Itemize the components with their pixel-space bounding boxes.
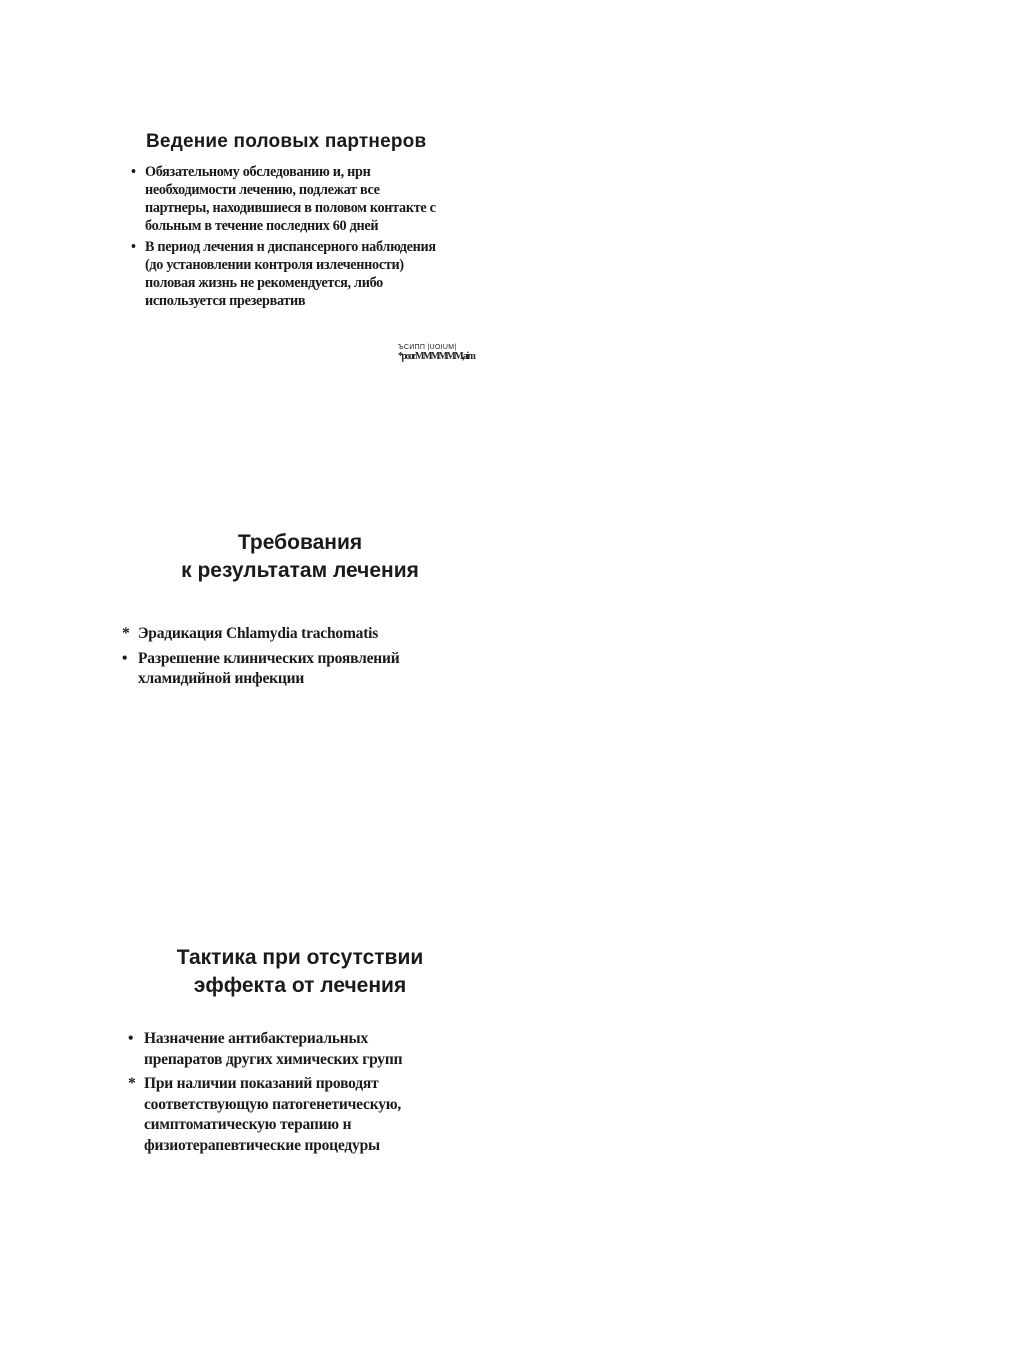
bullet-text-line: Эрадикация Chlamydia trachomatis — [138, 625, 379, 642]
bullet-list — [131, 163, 475, 313]
stamp-line: *poorMMMMMM,aim — [398, 351, 475, 362]
bullet-text-line: используется презерватив — [145, 293, 306, 309]
list-item — [122, 624, 458, 644]
bullet-text-line: партнеры, находившиеся в половом контакте с — [145, 200, 436, 216]
bullet-marker: * — [122, 625, 130, 642]
list-item — [122, 649, 458, 689]
bullet-text-line: половая жизнь не рекомендуется, либо — [145, 275, 383, 291]
bullet-marker: • — [128, 1030, 134, 1047]
list-item — [128, 1029, 464, 1070]
bullet-text-line: хламидийной инфекции — [138, 670, 305, 687]
title-line: к результатам лечения — [181, 559, 419, 582]
bullet-text-line: физиотерапевтические процедуры — [144, 1136, 380, 1154]
bullet-text-line: больным в течение последних 60 дней — [145, 218, 379, 234]
bullet-marker: • — [122, 650, 128, 667]
slide-title — [140, 529, 460, 585]
title-line: Требования — [237, 531, 363, 554]
title-line: эффекта от лечения — [193, 974, 407, 997]
garbled-stamp-text — [398, 343, 474, 361]
bullet-marker: • — [131, 164, 136, 180]
bullet-list — [128, 1029, 464, 1160]
bullet-text-line: препаратов других химических групп — [144, 1050, 403, 1068]
list-item — [131, 163, 475, 235]
bullet-text-line: В период лечения н диспансерного наблюдения — [145, 239, 436, 255]
bullet-text-line: необходимости лечению, подлежат все — [145, 182, 380, 198]
bullet-text-line: (до установлении контроля излеченности) — [145, 257, 404, 273]
bullet-marker: • — [131, 239, 136, 255]
stamp-line: ЪСИПП |UOIUM| — [398, 344, 457, 351]
bullet-text-line: Назначение антибактериальных — [144, 1030, 368, 1047]
bullet-text-line: соответствующую патогенетическую, — [144, 1095, 402, 1113]
bullet-text-line: Обязательному обследованию и, нрн — [145, 164, 371, 180]
slide-title: Ведение половых партнеров — [146, 131, 427, 152]
bullet-list — [122, 624, 458, 694]
list-item — [131, 238, 475, 310]
bullet-marker: * — [128, 1075, 136, 1092]
bullet-text-line: Разрешение клинических проявлений — [138, 650, 400, 667]
bullet-text-line: симптоматическую терапию н — [144, 1116, 352, 1133]
title-line: Тактика при отсутствии — [176, 946, 424, 969]
slide-title — [140, 944, 460, 1000]
bullet-text-line: При наличии показаний проводят — [144, 1075, 379, 1092]
list-item — [128, 1074, 464, 1156]
